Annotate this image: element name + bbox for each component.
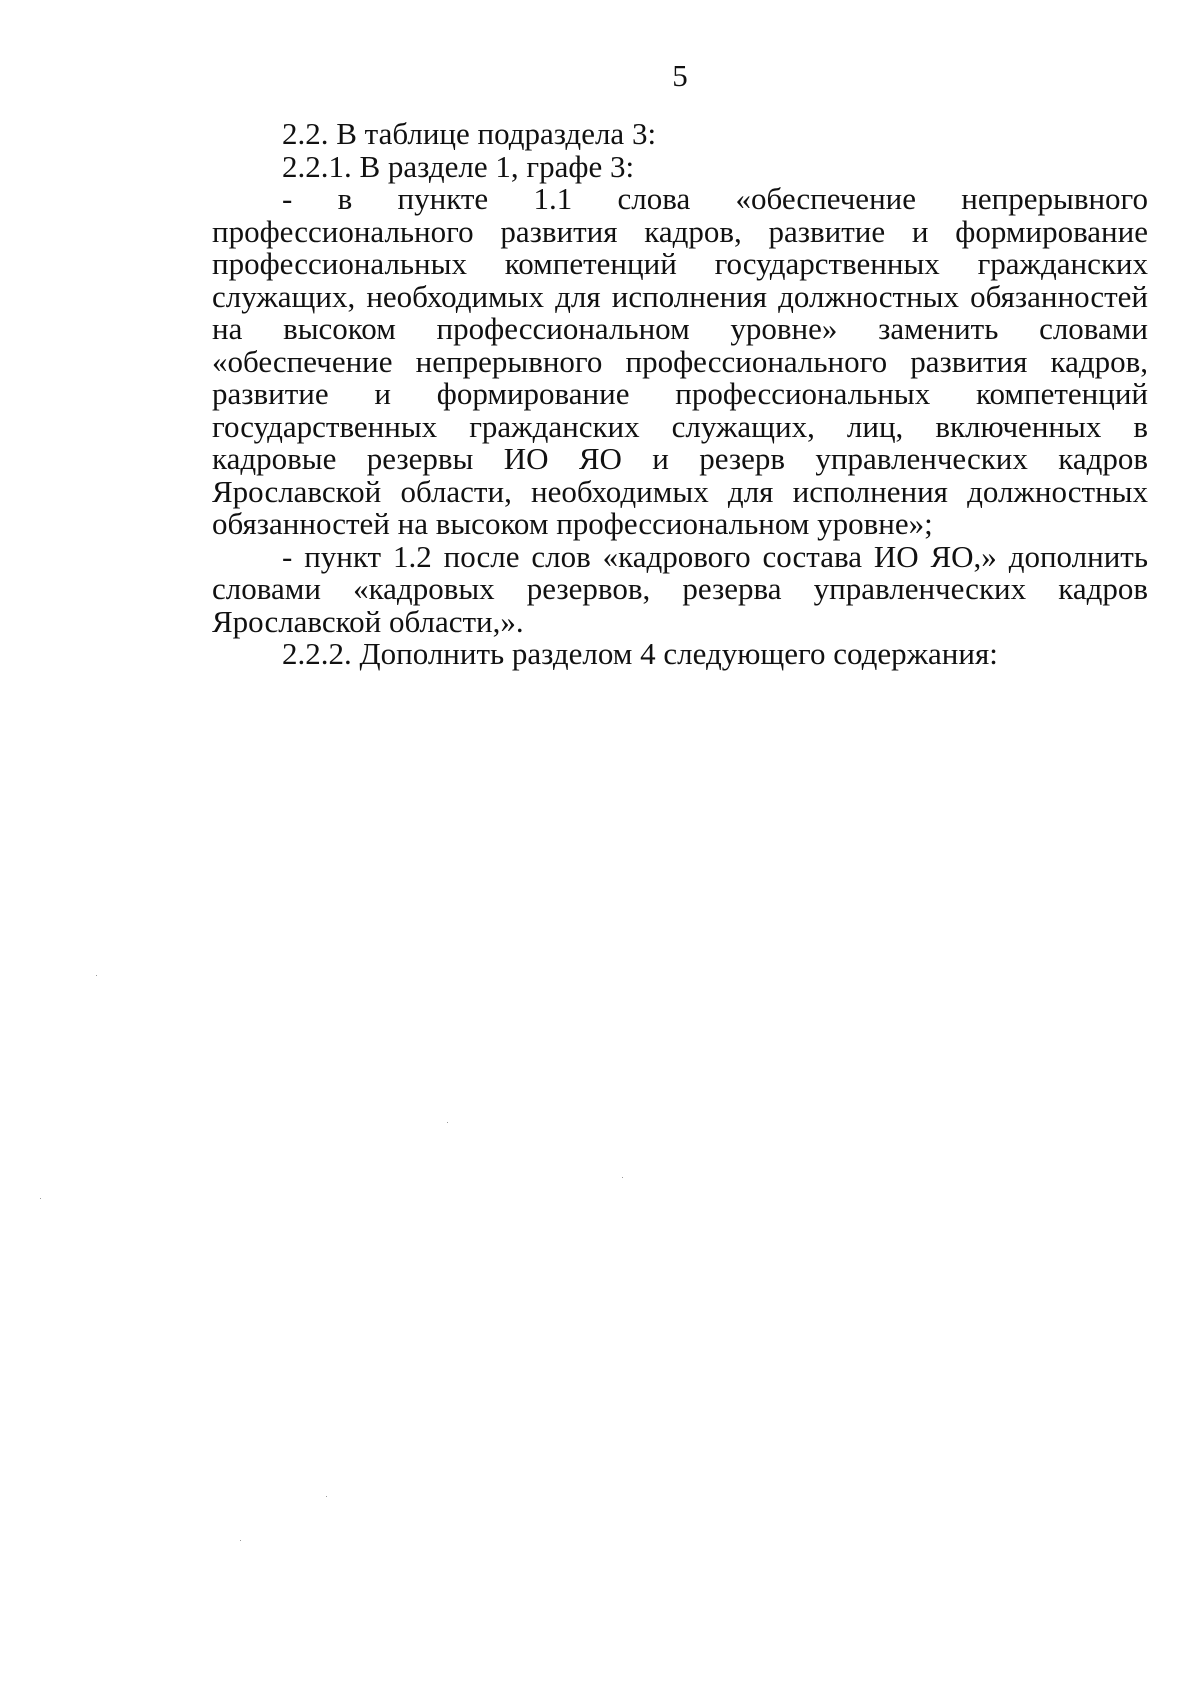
paragraph-2-2-2: 2.2.2. Дополнить разделом 4 следующего содержания: [282, 636, 998, 671]
scan-speck [40, 1198, 41, 1199]
scan-speck [447, 1122, 448, 1123]
scan-speck [622, 1177, 623, 1178]
document-body [212, 118, 1148, 671]
paragraph-item-1-2: - пункт 1.2 после слов «кадрового состава ИО ЯО,» дополнить словами «кадровых резервов, резерва управленческих кадров Ярославской области,». [212, 538, 1148, 639]
scan-speck [240, 1540, 241, 1541]
page-number: 5 [672, 58, 688, 93]
scan-speck [96, 975, 97, 976]
paragraph-item-1-1: - в пункте 1.1 слова «обеспечение непрерывного профессионального развития кадров, развитие и формирование профессиональных компетенций государственных гражданских служащих, необходимых для исполнения должностных обязанностей на высоком профессиональном уровне» заменить словами «обеспечение непрерывного профессионального развития кадров, развитие и формирование профессиональных компетенций государственных гражданских служащих, лиц, включенных в кадровые резервы ИО ЯО и резерв управленческих кадров Ярославской области, необходимых для исполнения должностных обязанностей на высоком профессиональном уровне»; [212, 181, 1148, 541]
paragraph-2-2-1: 2.2.1. В разделе 1, графе 3: [282, 148, 635, 184]
paragraph-2-2: 2.2. В таблице подраздела 3: [282, 116, 657, 151]
scan-speck [326, 1496, 327, 1497]
